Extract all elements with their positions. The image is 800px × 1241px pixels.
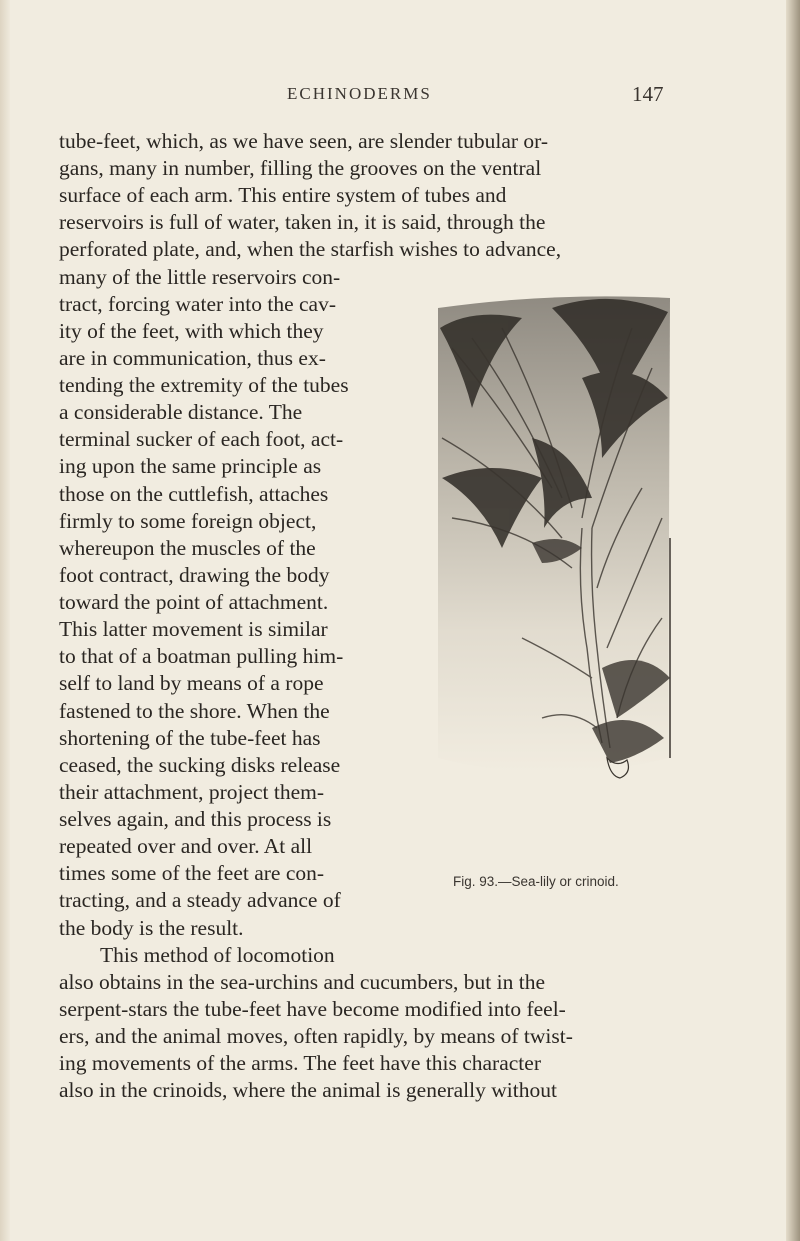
crinoid-illustration <box>432 288 672 808</box>
text-line: are in communication, thus ex- <box>59 346 326 370</box>
text-line: ity of the feet, with which they <box>59 319 324 343</box>
text-line: firmly to some foreign object, <box>59 509 317 533</box>
page-edge-right <box>786 0 800 1241</box>
text-line: serpent-stars the tube-feet have become modified into feel- <box>59 997 566 1021</box>
figure-caption: Fig. 93.—Sea-lily or crinoid. <box>453 874 619 889</box>
text-line: ceased, the sucking disks release <box>59 753 341 777</box>
text-line: those on the cuttlefish, attaches <box>59 482 329 506</box>
text-line: whereupon the muscles of the <box>59 536 316 560</box>
text-line: shortening of the tube-feet has <box>59 726 321 750</box>
text-line: times some of the feet are con- <box>59 861 325 885</box>
text-line: many of the little reservoirs con- <box>59 265 341 289</box>
text-line: repeated over and over. At all <box>59 834 313 858</box>
running-title: ECHINODERMS <box>287 84 432 103</box>
text-line: perforated plate, and, when the starfish wishes to advance, <box>59 237 562 261</box>
text-line: foot contract, drawing the body <box>59 563 330 587</box>
text-line: ers, and the animal moves, often rapidly, by means of twist- <box>59 1024 573 1048</box>
text-line: tending the extremity of the tubes <box>59 373 349 397</box>
text-line: the body is the result. <box>59 916 244 940</box>
text-line: self to land by means of a rope <box>59 671 324 695</box>
page-number: 147 <box>632 82 664 106</box>
page-edge-left <box>0 0 10 1241</box>
text-line: surface of each arm. This entire system of tubes and <box>59 183 507 207</box>
text-line: ing movements of the arms. The feet have this character <box>59 1051 541 1075</box>
text-line: gans, many in number, filling the grooves on the ventral <box>59 156 542 180</box>
text-line: their attachment, project them- <box>59 780 325 804</box>
running-head <box>0 82 800 112</box>
text-line: This method of locomotion <box>100 943 335 967</box>
text-line: terminal sucker of each foot, act- <box>59 427 344 451</box>
text-line: ing upon the same principle as <box>59 454 322 478</box>
text-line: This latter movement is similar <box>59 617 328 641</box>
text-line: tract, forcing water into the cav- <box>59 292 336 316</box>
text-line: reservoirs is full of water, taken in, it is said, through the <box>59 210 546 234</box>
text-line: tracting, and a steady advance of <box>59 888 341 912</box>
text-line: fastened to the shore. When the <box>59 699 330 723</box>
text-line: to that of a boatman pulling him- <box>59 644 344 668</box>
text-line: toward the point of attachment. <box>59 590 329 614</box>
text-line: tube-feet, which, as we have seen, are slender tubular or- <box>59 129 549 153</box>
text-line: also in the crinoids, where the animal is generally without <box>59 1078 557 1102</box>
text-line: selves again, and this process is <box>59 807 332 831</box>
text-line: a considerable distance. The <box>59 400 303 424</box>
text-line: also obtains in the sea-urchins and cucumbers, but in the <box>59 970 546 994</box>
